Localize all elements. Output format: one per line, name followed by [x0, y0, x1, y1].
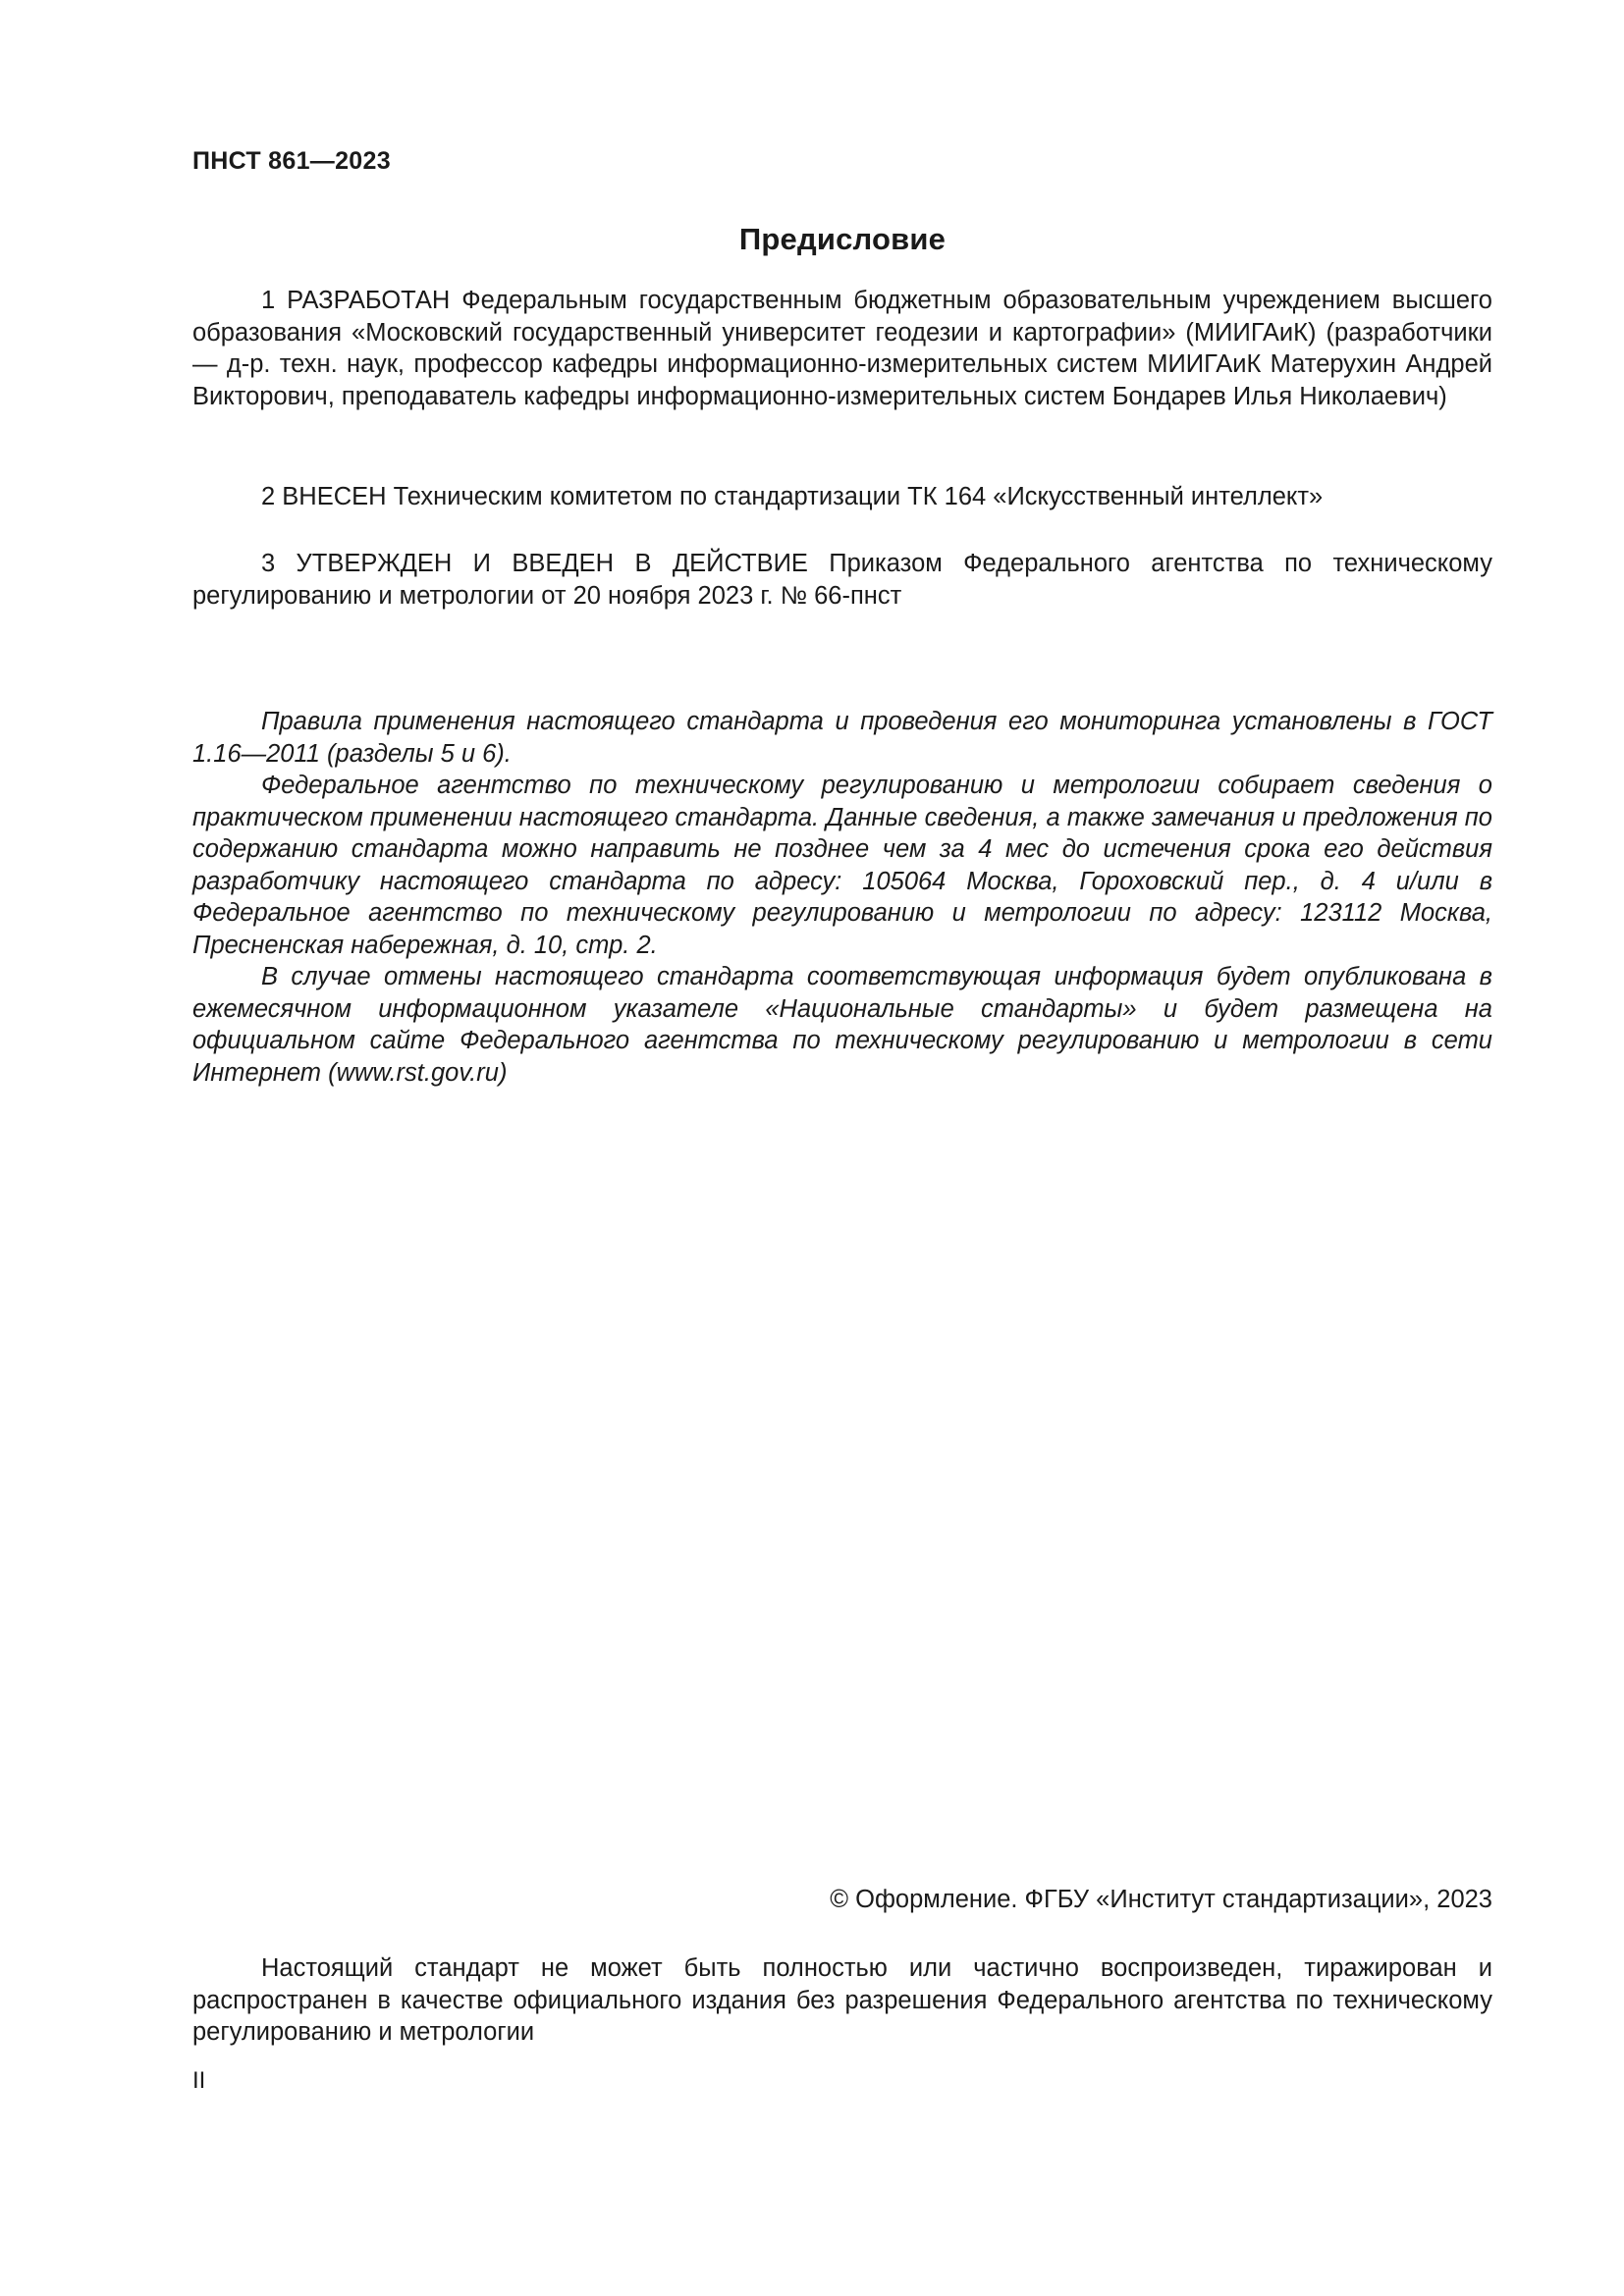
rules-paragraph-2: Федеральное агентство по техническому регулированию и метрологии собирает сведения о практическом применении настоящего стандарта. Данные сведения, а также замечания и предложения по содержанию стандарта можно направить не позднее чем за 4 мес до истечения срока его действия разработчику настоящего стандарта по адресу: 105064 Москва, Гороховский пер., д. 4 и/или в Федеральное агентство по техническому регулированию и метрологии по адресу: 123112 Москва, Пресненская набережная, д. 10, стр. 2.	[192, 772, 1492, 959]
reproduction-notice	[192, 1952, 1492, 2049]
foreword-item-1	[192, 285, 1492, 412]
document-code: ПНСТ 861—2023	[192, 147, 391, 175]
foreword-item-3-text: 3 УТВЕРЖДЕН И ВВЕДЕН В ДЕЙСТВИЕ Приказом Федерального агентства по техническому регулированию и метрологии от 20 ноября 2023 г. № 66-пнст	[192, 550, 1492, 610]
rules-block	[192, 706, 1492, 1089]
foreword-item-1-text: 1 РАЗРАБОТАН Федеральным государственным бюджетным образовательным учреждением высшего образования «Московский государственный университет геодезии и картографии» (МИИГАиК) (разработчики — д-р. техн. наук, профессор кафедры информационно-измерительных систем МИИГАиК Матерухин Андрей Викторович, преподаватель кафедры информационно-измерительных систем Бондарев Илья Николаевич)	[192, 287, 1492, 410]
reproduction-notice-text: Настоящий стандарт не может быть полностью или частично воспроизведен, тиражирован и распространен в качестве официального издания без разрешения Федерального агентства по техническому регулированию и метрологии	[192, 1954, 1492, 2046]
copyright-line: © Оформление. ФГБУ «Институт стандартизации», 2023	[830, 1886, 1492, 1913]
foreword-item-3	[192, 548, 1492, 612]
page-number: II	[192, 2067, 206, 2094]
rules-paragraph-3: В случае отмены настоящего стандарта соответствующая информация будет опубликована в ежемесячном информационном указателе «Национальные стандарты» и будет размещена на официальном сайте Федерального агентства по техническому регулированию и метрологии в сети Интернет (www.rst.gov.ru)	[192, 963, 1492, 1087]
foreword-item-2-text: 2 ВНЕСЕН Техническим комитетом по стандартизации ТК 164 «Искусственный интеллект»	[261, 483, 1324, 510]
foreword-item-2	[192, 481, 1492, 513]
rules-paragraph-1: Правила применения настоящего стандарта и проведения его мониторинга установлены в ГОСТ 1.16—2011 (разделы 5 и 6).	[192, 708, 1492, 768]
foreword-title: Предисловие	[738, 222, 947, 256]
